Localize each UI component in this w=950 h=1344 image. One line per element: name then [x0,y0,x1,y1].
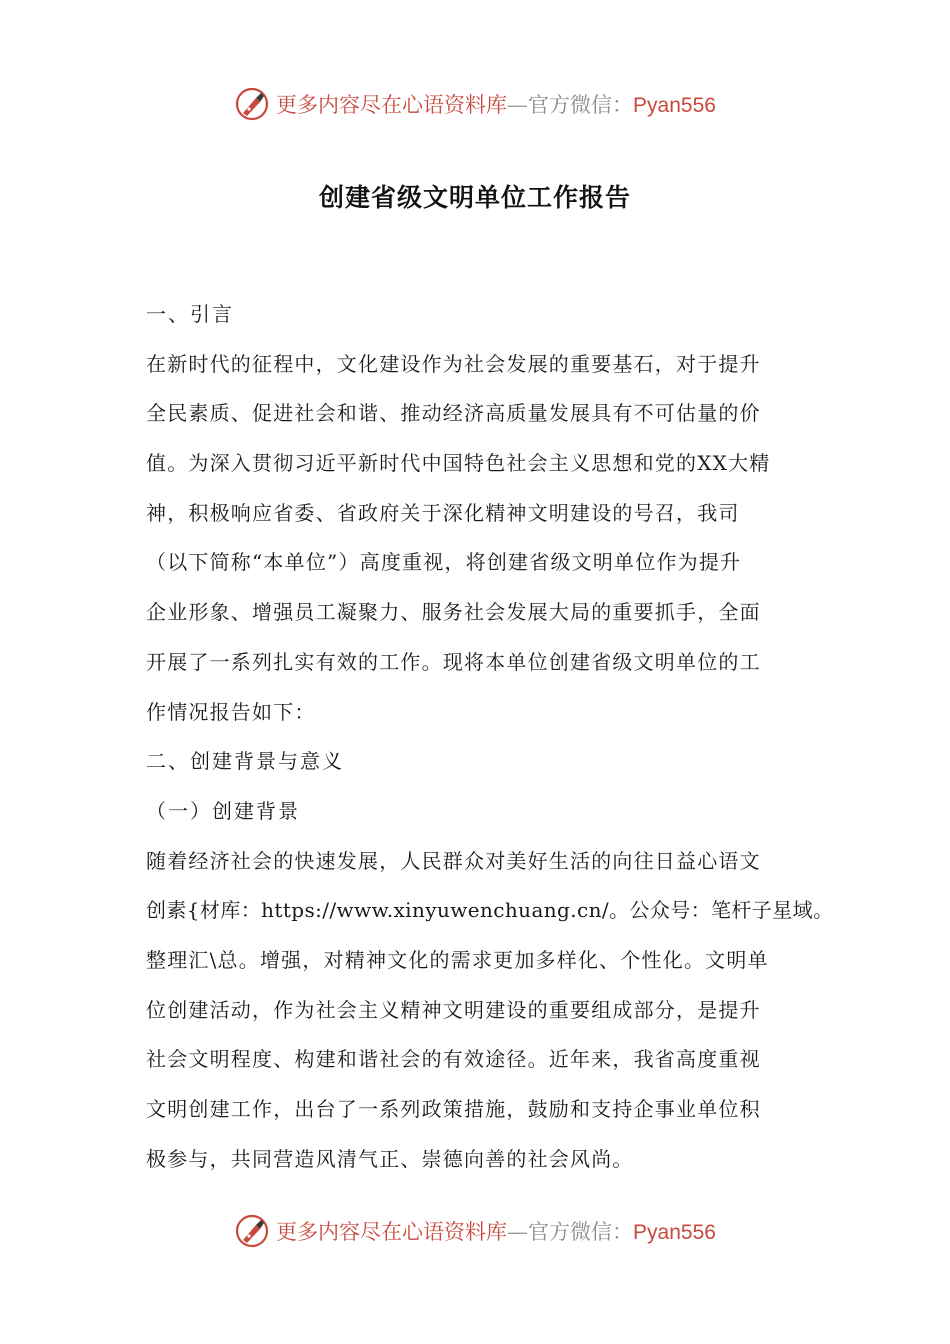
paragraph-line: 文明创建工作，出台了一系列政策措施，鼓励和支持企事业单位积 [146,1097,761,1121]
banner-text [276,89,716,119]
section-heading: 一、引言 [146,302,234,326]
paragraph-line: 作情况报告如下： [146,699,316,724]
paragraph-line: 神，积极响应省委、省政府关于深化精神文明建设的号召，我司 [146,500,740,525]
paragraph-line: 全民素质、促进社会和谐、推动经济高质量发展具有不可估量的价 [146,401,761,426]
pen-nib-logo-icon [234,1213,270,1249]
banner-account: Pyan556 [633,1221,716,1244]
banner-account: Pyan556 [633,94,716,117]
banner-separator: — [507,1220,529,1244]
pen-nib-logo-icon [234,86,270,122]
banner-text [276,1216,716,1246]
paragraph-line: 开展了一系列扎实有效的工作。现将本单位创建省级文明单位的工 [146,649,761,674]
document-body [146,290,834,1184]
document-title: 创建省级文明单位工作报告 [318,183,631,212]
header-banner [0,82,950,126]
footer-banner [0,1209,950,1253]
paragraph-line: 社会文明程度、构建和谐社会的有效途径。近年来，我省高度重视 [146,1047,761,1072]
paragraph-line: 在新时代的征程中，文化建设作为社会发展的重要基石，对于提升 [146,351,761,376]
paragraph-line: 位创建活动，作为社会主义精神文明建设的重要组成部分，是提升 [146,997,761,1022]
banner-separator: — [507,93,529,117]
banner-main-text: 更多内容尽在心语资料库 [276,93,508,117]
paragraph-line: 企业形象、增强员工凝聚力、服务社会发展大局的重要抓手，全面 [146,600,761,625]
section-heading: 二、创建背景与意义 [146,749,344,774]
paragraph-line: 整理汇\总。增强，对精神文化的需求更加多样化、个性化。文明单 [146,947,769,972]
paragraph-line: 值。为深入贯彻习近平新时代中国特色社会主义思想和党的XX大精 [146,451,771,476]
banner-main-text: 更多内容尽在心语资料库 [276,1220,508,1244]
paragraph-line: 极参与，共同营造风清气正、崇德向善的社会风尚。 [146,1146,634,1171]
paragraph-line: 随着经济社会的快速发展，人民群众对美好生活的向往日益心语文 [146,848,761,873]
paragraph-line: 创素{材库：https://www.xinyuwenchuang.cn/。公众号：笔杆子星域。 [146,898,834,923]
paragraph-line: （以下简称“本单位”）高度重视，将创建省级文明单位作为提升 [146,550,742,575]
subsection-heading: （一）创建背景 [146,798,300,823]
banner-label: 官方微信： [528,93,634,117]
banner-label: 官方微信： [528,1220,634,1244]
